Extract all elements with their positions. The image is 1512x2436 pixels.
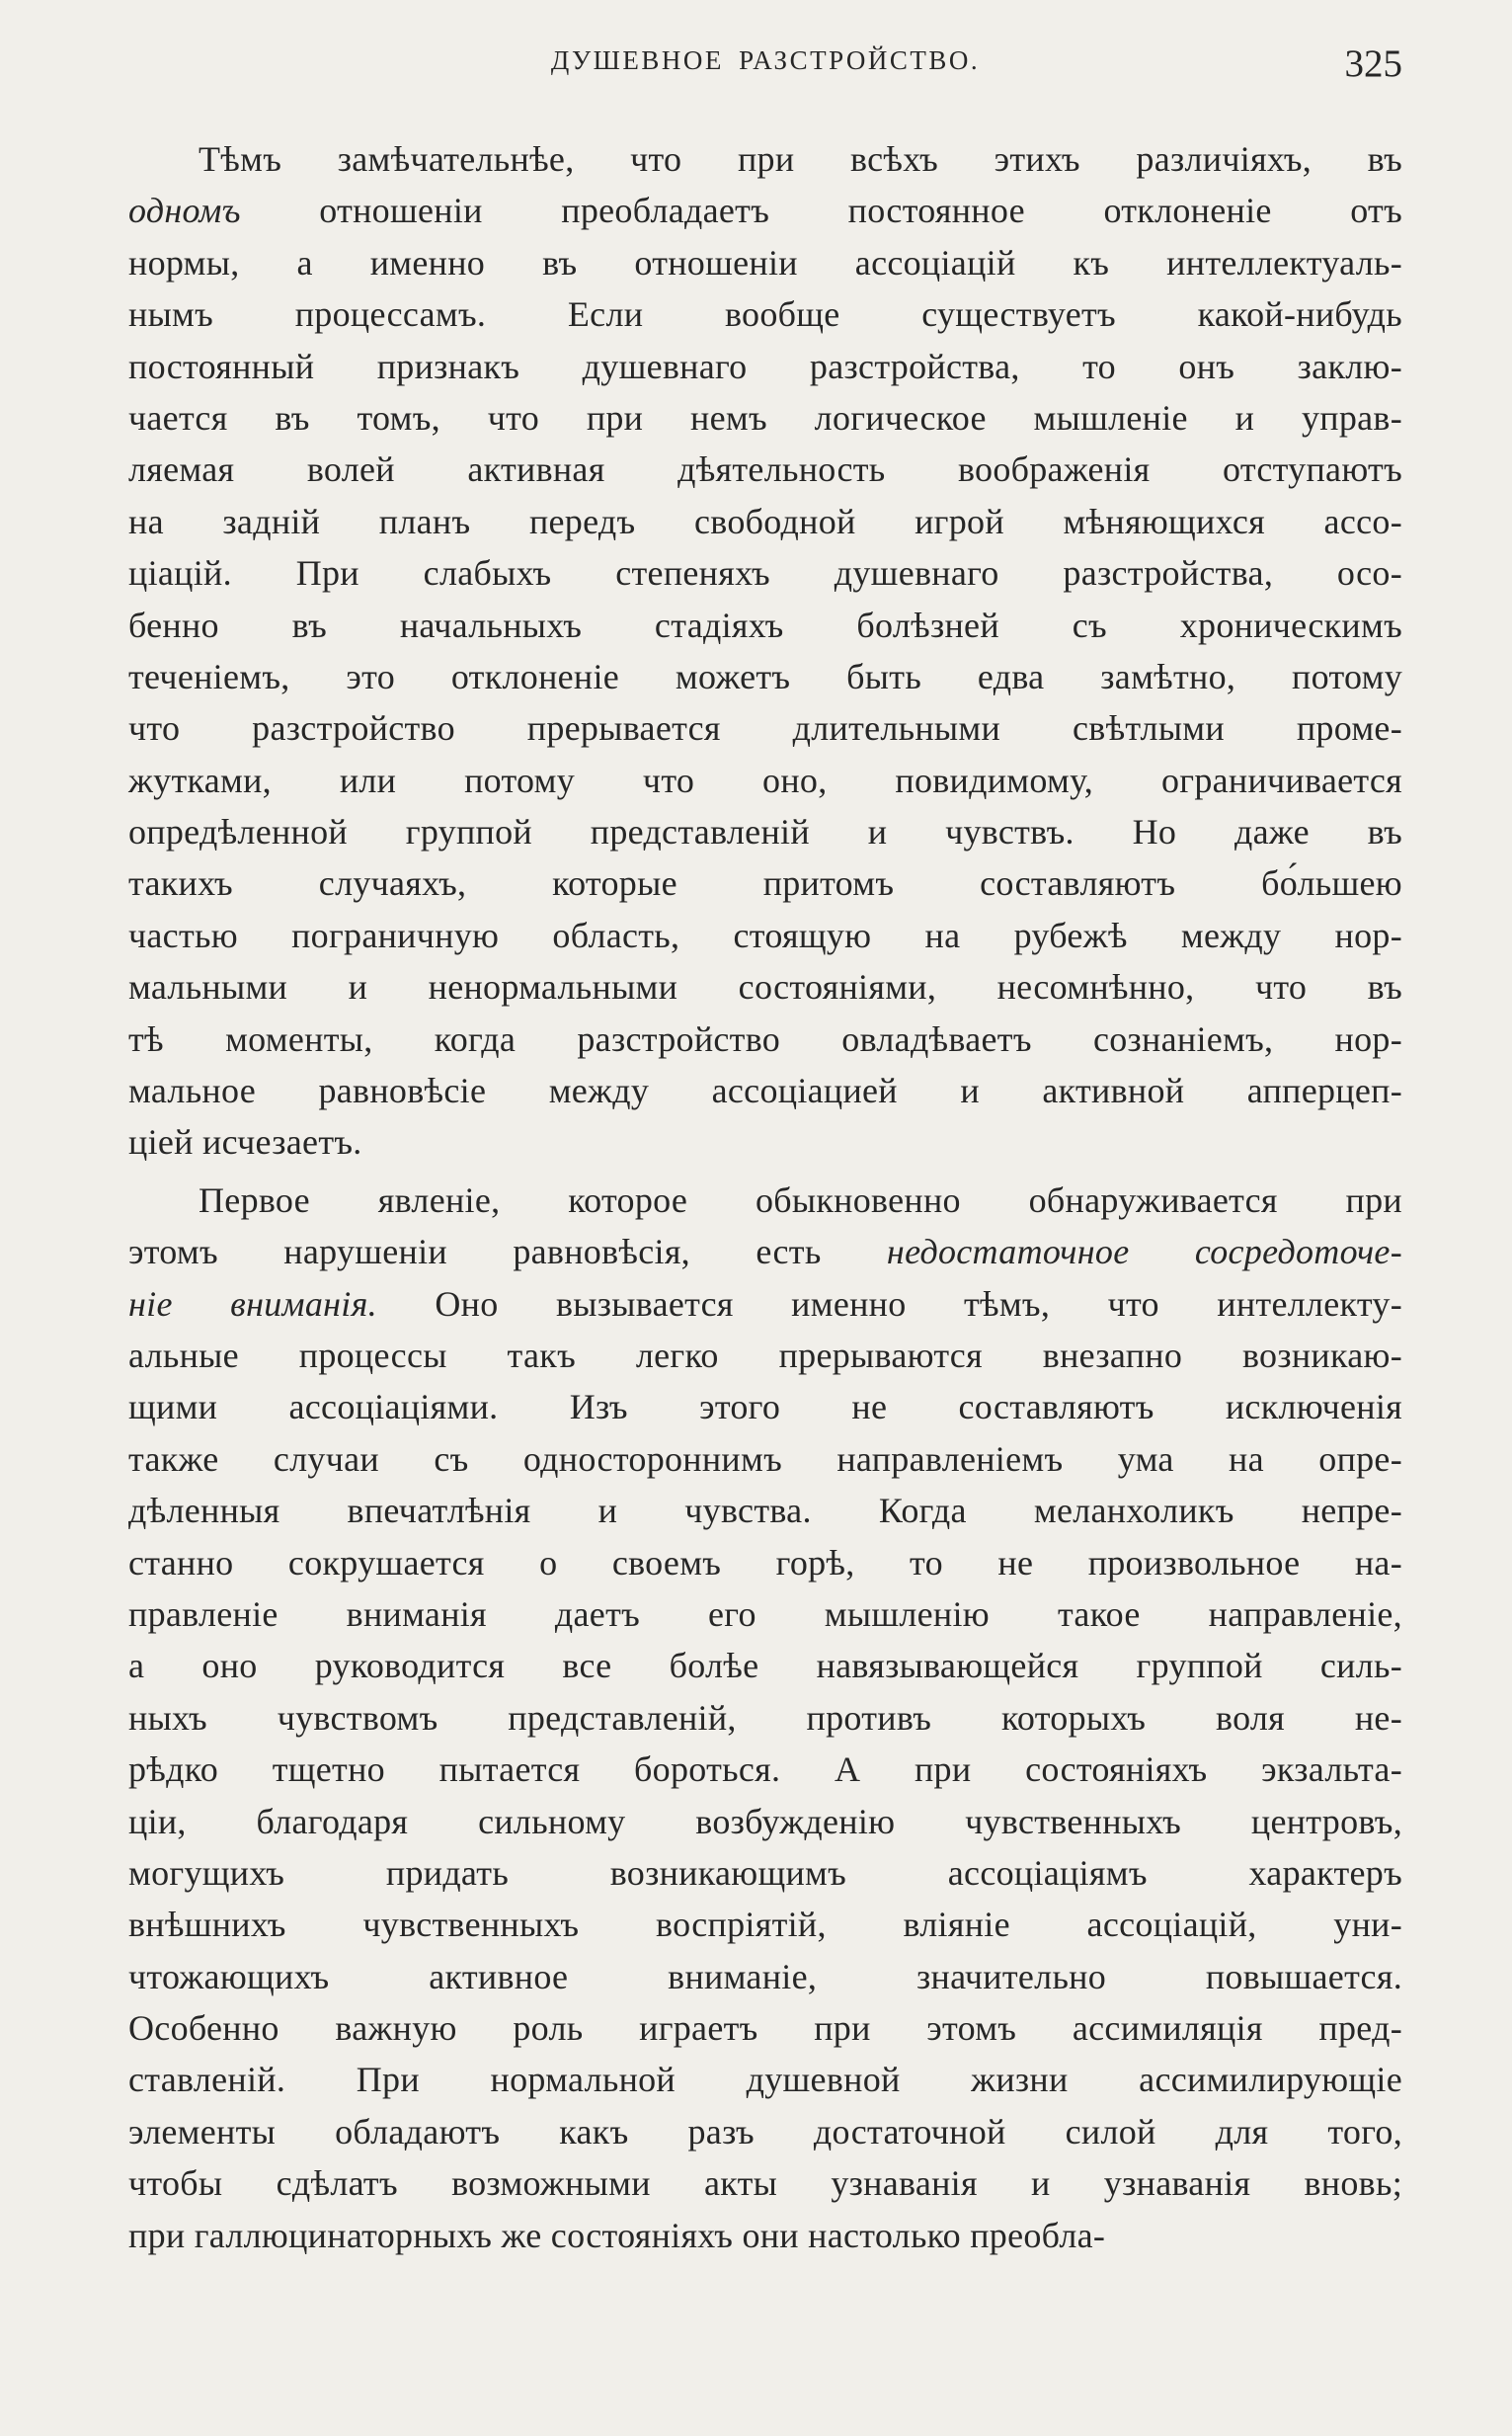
text-run: щими ассоціаціями. Изъ этого не составляютъ исключенія [128, 1387, 1402, 1427]
text-line [128, 547, 1402, 599]
text-line [128, 2106, 1402, 2157]
text-line [128, 2054, 1402, 2105]
text-run: чтобы сдѣлатъ возможными акты узнаванія и узнаванія вновь; [128, 2163, 1402, 2204]
body-text [128, 133, 1402, 2261]
text-run: отношеніи преобладаетъ постоянное отклоненіе отъ [240, 191, 1402, 231]
emphasized-text: ніе вниманія. [128, 1283, 377, 1324]
text-run: ціей исчезаетъ. [128, 1122, 362, 1163]
text-line [128, 392, 1402, 444]
text-line [128, 1381, 1402, 1432]
text-line [128, 185, 1402, 236]
text-run: при галлюцинаторныхъ же состояніяхъ они настолько преобла- [128, 2215, 1106, 2255]
text-line [128, 806, 1402, 857]
text-line [128, 2210, 1402, 2261]
text-run: станно сокрушается о своемъ горѣ, то не произвольное на- [128, 1542, 1402, 1583]
text-run: жутками, или потому что оно, повидимому, ограничивается [128, 760, 1402, 800]
text-line [128, 1433, 1402, 1485]
text-run: Тѣмъ замѣчательнѣе, что при всѣхъ этихъ различіяхъ, въ [199, 139, 1402, 179]
text-line [128, 1951, 1402, 2002]
paragraph [128, 1175, 1402, 2261]
text-line [128, 755, 1402, 806]
text-run: тѣ моменты, когда разстройство овладѣваетъ сознаніемъ, нор- [128, 1018, 1402, 1059]
text-run: теченіемъ, это отклоненіе можетъ быть едва замѣтно, потому [128, 656, 1402, 696]
text-run: частью пограничную область, стоящую на рубежѣ между нор- [128, 915, 1402, 955]
text-run: что разстройство прерывается длительными свѣтлыми проме- [128, 708, 1402, 749]
text-run: Оно вызывается именно тѣмъ, что интеллекту- [376, 1283, 1402, 1324]
text-run: этомъ нарушеніи равновѣсія, есть [128, 1232, 887, 1272]
text-run: ляемая волей активная дѣятельность воображенія отступаютъ [128, 449, 1402, 490]
text-run: Первое явленіе, которое обыкновенно обнаруживается при [199, 1179, 1402, 1220]
text-run: рѣдко тщетно пытается бороться. А при состояніяхъ экзальта- [128, 1749, 1402, 1790]
text-line [128, 2157, 1402, 2209]
text-line [128, 1796, 1402, 1847]
running-head [128, 41, 1402, 91]
text-line [128, 1116, 1402, 1168]
text-run: ціацій. При слабыхъ степеняхъ душевнаго разстройства, осо- [128, 553, 1402, 594]
text-line [128, 1278, 1402, 1330]
text-line [128, 1847, 1402, 1899]
text-run: Особенно важную роль играетъ при этомъ ассимиляція пред- [128, 2008, 1402, 2049]
text-line [128, 702, 1402, 754]
text-run: могущихъ придать возникающимъ ассоціаціямъ характеръ [128, 1852, 1402, 1893]
text-run: правленіе вниманія даетъ его мышленію такое направленіе, [128, 1593, 1402, 1634]
text-run: а оно руководится все болѣе навязывающейся группой силь- [128, 1646, 1402, 1686]
text-run: такихъ случаяхъ, которые притомъ составляютъ бо́льшею [128, 863, 1402, 904]
text-run: на задній планъ передъ свободной игрой мѣняющихся ассо- [128, 501, 1402, 541]
text-run: элементы обладаютъ какъ разъ достаточной силой для того, [128, 2111, 1402, 2152]
text-run: альные процессы такъ легко прерываются внезапно возникаю- [128, 1335, 1402, 1375]
text-run: дѣленныя впечатлѣнія и чувства. Когда меланхоликъ непре- [128, 1491, 1402, 1531]
paragraph [128, 133, 1402, 1169]
text-run: ныхъ чувствомъ представленій, противъ которыхъ воля не- [128, 1697, 1402, 1738]
text-line [128, 961, 1402, 1013]
text-line [128, 857, 1402, 909]
text-line [128, 496, 1402, 547]
text-run: нормы, а именно въ отношеніи ассоціацій къ интеллектуаль- [128, 242, 1402, 283]
page-number: 325 [1344, 42, 1402, 85]
text-line [128, 1537, 1402, 1588]
text-run: опредѣленной группой представленій и чувствъ. Но даже въ [128, 812, 1402, 853]
text-run: внѣшнихъ чувственныхъ воспріятій, вліяніе ассоціацій, уни- [128, 1905, 1402, 1945]
text-run: чтожающихъ активное вниманіе, значительно повышается. [128, 1956, 1402, 1996]
text-line [128, 1065, 1402, 1116]
running-head-title: ДУШЕВНОЕ РАЗСТРОЙСТВО. [550, 45, 981, 75]
text-line [128, 1226, 1402, 1277]
text-run: мальное равновѣсіе между ассоціацией и активной апперцеп- [128, 1071, 1402, 1111]
emphasized-text: недостаточное сосредоточе- [886, 1232, 1402, 1272]
text-run: нымъ процессамъ. Если вообще существуетъ какой-нибудь [128, 294, 1402, 335]
text-line [128, 1692, 1402, 1744]
text-line [128, 1014, 1402, 1065]
text-line [128, 1899, 1402, 1950]
text-run: чается въ томъ, что при немъ логическое мышленіе и управ- [128, 397, 1402, 438]
emphasized-text: одномъ [128, 191, 241, 231]
text-line [128, 1485, 1402, 1536]
text-line [128, 910, 1402, 961]
text-line [128, 2002, 1402, 2054]
text-run: бенно въ начальныхъ стадіяхъ болѣзней съ хроническимъ [128, 605, 1402, 645]
text-line [128, 1175, 1402, 1226]
text-run: также случаи съ одностороннимъ направленіемъ ума на опре- [128, 1438, 1402, 1479]
text-line [128, 1330, 1402, 1381]
text-line [128, 1744, 1402, 1795]
text-line [128, 237, 1402, 288]
text-line [128, 133, 1402, 185]
text-line [128, 1640, 1402, 1691]
text-line [128, 288, 1402, 340]
text-line [128, 1588, 1402, 1640]
text-run: постоянный признакъ душевнаго разстройства, то онъ заклю- [128, 346, 1402, 386]
text-line [128, 651, 1402, 702]
text-run: ціи, благодаря сильному возбужденію чувственныхъ центровъ, [128, 1801, 1402, 1841]
text-line [128, 341, 1402, 392]
text-line [128, 600, 1402, 651]
text-run: мальными и ненормальными состояніями, несомнѣнно, что въ [128, 967, 1402, 1008]
text-run: ставленій. При нормальной душевной жизни ассимилирующіе [128, 2060, 1402, 2100]
text-line [128, 444, 1402, 495]
